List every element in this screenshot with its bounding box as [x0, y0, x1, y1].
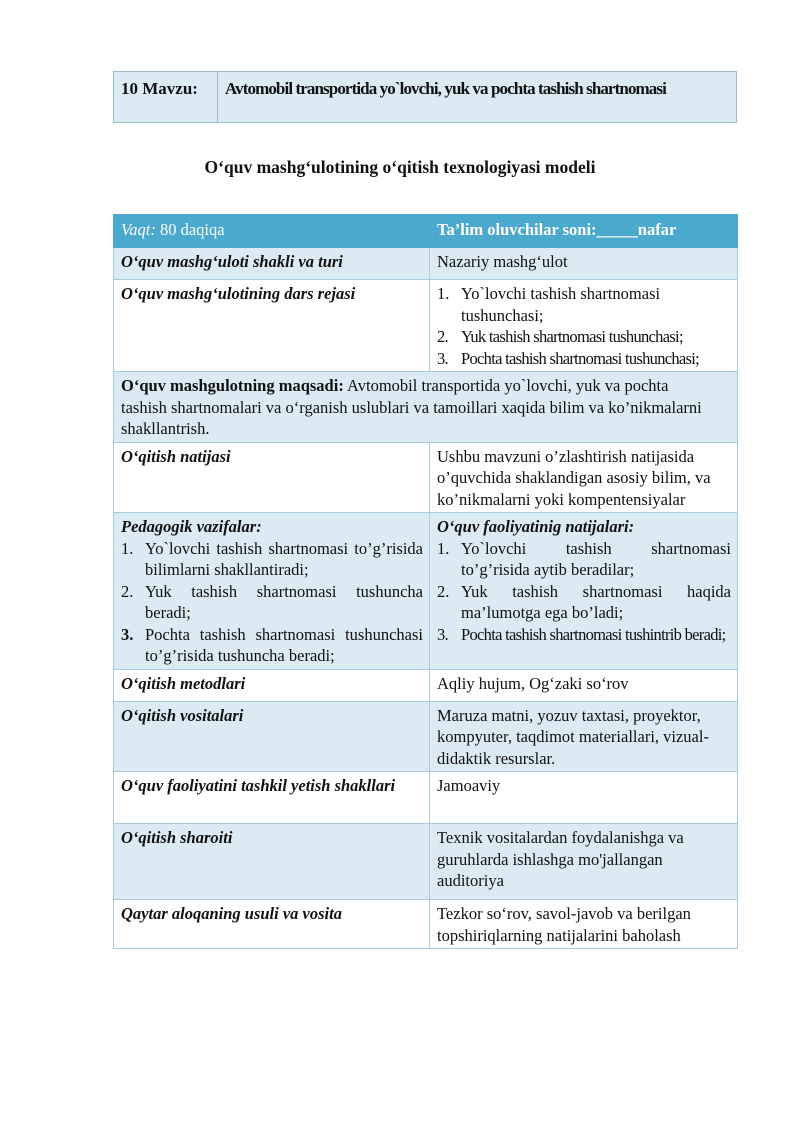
- result-label: O‘qitish natijasi: [114, 442, 430, 513]
- conditions-value: Texnik vositalardan foydalanishga va guruhlarda ishlashga mo'jallangan auditoriya: [430, 824, 738, 900]
- list-item: 1. Yo`lovchi tashish shartnomasi to’g’risida aytib beradilar;: [437, 538, 731, 579]
- lesson-model-table: [113, 214, 738, 949]
- form-value: Nazariy mashg‘ulot: [430, 248, 738, 280]
- outcomes-cell: [430, 513, 738, 670]
- time-value: 80 daqiqa: [155, 220, 225, 239]
- form-label: O‘quv mashg‘uloti shakli va turi: [114, 248, 430, 280]
- organization-value: Jamoaviy: [430, 772, 738, 824]
- list-item: 3. Pochta tashish shartnomasi tushintrib beradi;: [437, 624, 726, 644]
- time-label: Vaqt:: [121, 220, 156, 239]
- table-row: [114, 669, 738, 701]
- table-row: [114, 280, 738, 372]
- list-item: 2. Yuk tashish shartnomasi tushunchasi;: [437, 327, 683, 346]
- feedback-value: Tezkor so‘rov, savol-javob va berilgan topshiriqlarning natijalarini baholash: [430, 900, 738, 949]
- conditions-label: O‘qitish sharoiti: [114, 824, 430, 900]
- outcomes-list: [437, 538, 731, 646]
- table-row: [114, 372, 738, 443]
- time-cell: [114, 214, 430, 248]
- students-count: Ta’lim oluvchilar soni:_____nafar: [430, 214, 738, 248]
- list-item: 1. Yo`lovchi tashish shartnomasi tushunchasi;: [437, 284, 661, 325]
- table-row: [114, 772, 738, 824]
- result-value: Ushbu mavzuni o’zlashtirish natijasida o’quvchida shaklandigan asosiy bilim, va ko’nikmalarni yoki kompentensiyalar: [430, 442, 738, 513]
- plan-list: [437, 283, 731, 369]
- table-row: [114, 513, 738, 670]
- tasks-title: Pedagogik vazifalar:: [121, 517, 262, 536]
- tasks-list: [121, 538, 423, 667]
- list-item: 2. Yuk tashish shartnomasi haqida ma’lumotga ega bo’ladi;: [437, 581, 731, 622]
- goal-cell: [114, 372, 738, 443]
- goal-text: Avtomobil transportida yo`lovchi, yuk va pochta tashish shartnomalari va o‘rganish uslublari va tamoillari xaqida bilim va ko’nikmalarni shakllantrish.: [121, 376, 702, 438]
- outcomes-title: O‘quv faoliyatinig natijalari:: [437, 517, 635, 536]
- organization-label: O‘quv faoliyatini tashkil yetish shakllari: [114, 772, 430, 824]
- topic-title: Avtomobil transportida yo`lovchi, yuk va pochta tashish shartnomasi: [218, 72, 737, 123]
- table-row: [114, 248, 738, 280]
- topic-label: 10 Mavzu:: [114, 72, 218, 123]
- goal-label: O‘quv mashgulotning maqsadi:: [121, 376, 344, 395]
- tasks-cell: [114, 513, 430, 670]
- table-row: [114, 824, 738, 900]
- page-title: O‘quv mashg‘ulotining o‘qitish texnologiyasi modeli: [204, 157, 596, 177]
- tools-label: O‘qitish vositalari: [114, 701, 430, 772]
- table-row: [114, 701, 738, 772]
- methods-label: O‘qitish metodlari: [114, 669, 430, 701]
- plan-cell: [430, 280, 738, 372]
- list-item: 3. Pochta tashish shartnomasi tushunchasi;: [437, 348, 700, 368]
- list-item: 1. Yo`lovchi tashish shartnomasi to’g’risida bilimlarni shakllantiradi;: [121, 538, 423, 579]
- header-row: [114, 214, 738, 248]
- methods-value: Aqliy hujum, Og‘zaki so‘rov: [430, 669, 738, 701]
- plan-label: O‘quv mashg‘ulotining dars rejasi: [114, 280, 430, 372]
- table-row: [114, 900, 738, 949]
- tools-value: Maruza matni, yozuv taxtasi, proyektor, kompyuter, taqdimot materiallari, vizual-didaktik resurslar.: [430, 701, 738, 772]
- topic-table: [113, 71, 737, 123]
- feedback-label: Qaytar aloqaning usuli va vosita: [114, 900, 430, 949]
- table-row: [114, 442, 738, 513]
- list-item: 3. Pochta tashish shartnomasi tushunchasi to’g’risida tushuncha beradi;: [121, 624, 423, 665]
- list-item: 2. Yuk tashish shartnomasi tushuncha beradi;: [121, 581, 423, 622]
